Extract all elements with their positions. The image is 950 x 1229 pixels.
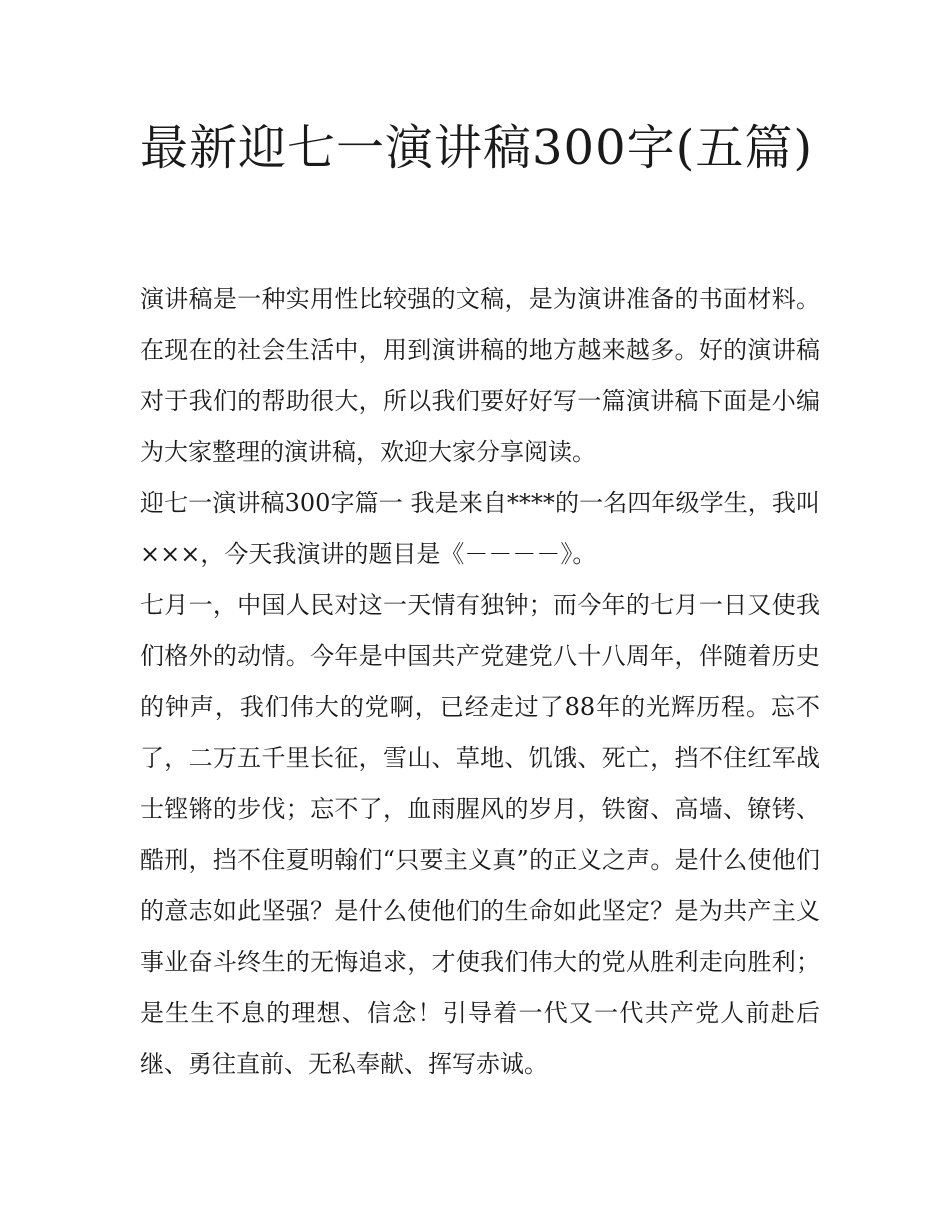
document-title: 最新迎七一演讲稿300字(五篇): [140, 120, 814, 176]
paragraph-speech-body: 七月一，中国人民对这一天情有独钟；而今年的七月一日又使我们格外的动情。今年是中国共产党建党八十八周年，伴随着历史的钟声，我们伟大的党啊，已经走过了88年的光辉历程。忘不了，二万五千里长征，雪山、草地、饥饿、死亡，挡不住红军战士铿锵的步伐；忘不了，血雨腥风的岁月，铁窗、高墙、镣铐、酷刑，挡不住夏明翰们“只要主义真”的正义之声。是什么使他们的意志如此坚强？是什么使他们的生命如此坚定？是为共产主义事业奋斗终生的无悔追求，才使我们伟大的党从胜利走向胜利；是生生不息的理想、信念！引导着一代又一代共产党人前赴后继、勇往直前、无私奉献、挥写赤诚。: [140, 591, 820, 1078]
document-body: [140, 274, 820, 1090]
paragraph-speech-opening: 迎七一演讲稿300字篇一 我是来自****的一名四年级学生，我叫×××，今天我演讲的题目是《－－－－》。: [140, 489, 820, 568]
paragraph-intro: 演讲稿是一种实用性比较强的文稿，是为演讲准备的书面材料。在现在的社会生活中，用到演讲稿的地方越来越多。好的演讲稿对于我们的帮助很大，所以我们要好好写一篇演讲稿下面是小编为大家整理的演讲稿，欢迎大家分享阅读。: [140, 285, 820, 466]
